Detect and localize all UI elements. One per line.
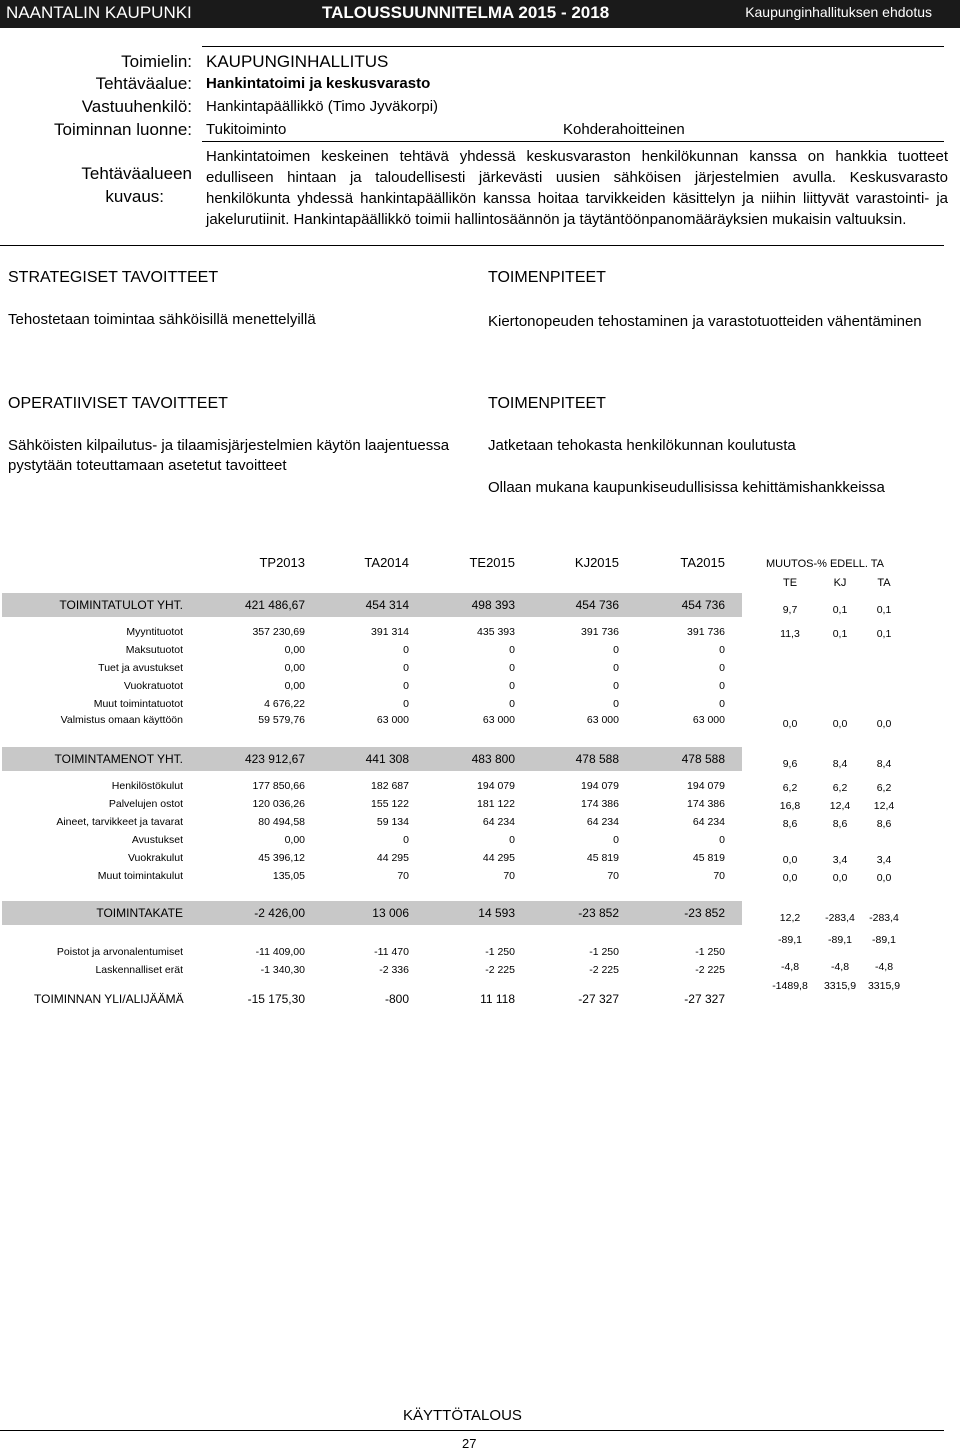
change-value: -283,4 — [869, 912, 899, 924]
row-value: 181 122 — [477, 798, 515, 810]
row-value: 63 000 — [482, 714, 515, 726]
row-value: -2 426,00 — [254, 906, 305, 920]
row-value: -1 250 — [695, 946, 725, 958]
row-value: 70 — [607, 870, 619, 882]
row-value: -11 409,00 — [255, 946, 305, 958]
row-value: 454 314 — [365, 598, 409, 612]
row-value: 174 386 — [581, 798, 619, 810]
row-value: 391 314 — [371, 626, 409, 638]
change-value: 6,2 — [782, 782, 798, 794]
luonne-value: Tukitoiminto — [206, 121, 287, 138]
change-value: 12,2 — [779, 912, 801, 924]
row-label: Poistot ja arvonalentumiset — [56, 946, 183, 958]
strategic-text: Tehostetaan toimintaa sähköisillä menettelyillä — [8, 311, 316, 328]
change-value: 0,1 — [876, 628, 892, 640]
row-label: Maksutuotot — [125, 644, 183, 656]
row-label: Muut toimintakulut — [97, 870, 183, 882]
row-value: 0 — [509, 698, 515, 710]
change-value: 0,0 — [782, 872, 798, 884]
row-label: Tuet ja avustukset — [98, 662, 183, 674]
row-value: -1 250 — [485, 946, 515, 958]
operative-measures-heading: TOIMENPITEET — [488, 395, 606, 412]
change-value: -4,8 — [874, 961, 894, 973]
strategic-measures-heading: TOIMENPITEET — [488, 269, 606, 286]
change-value: 12,4 — [829, 800, 851, 812]
row-value: 391 736 — [581, 626, 619, 638]
change-value: 3,4 — [832, 854, 848, 866]
luonne-label: Toiminnan luonne: — [54, 120, 192, 139]
row-value: 0 — [403, 680, 409, 692]
change-subheader-te: TE — [782, 577, 798, 589]
tehtavaalue-label: Tehtäväalue: — [95, 74, 192, 93]
change-value: -4,8 — [780, 961, 800, 973]
row-value: 64 234 — [692, 816, 725, 828]
row-label: Vuokrakulut — [127, 852, 183, 864]
row-value: -23 852 — [684, 906, 725, 920]
change-value: 8,4 — [876, 758, 892, 770]
change-header: MUUTOS-% EDELL. TA — [766, 558, 884, 570]
change-value: 11,3 — [780, 628, 800, 640]
row-value: -23 852 — [578, 906, 619, 920]
row-value: 44 295 — [482, 852, 515, 864]
change-value: 0,0 — [832, 718, 848, 730]
change-value: -283,4 — [825, 912, 855, 924]
row-label: Vuokratuotot — [123, 680, 183, 692]
row-value: 194 079 — [477, 780, 515, 792]
change-value: -89,1 — [872, 934, 896, 946]
row-value: 0,00 — [284, 680, 305, 692]
change-value: 6,2 — [876, 782, 892, 794]
change-value: 0,0 — [876, 872, 892, 884]
row-value: 45 819 — [692, 852, 725, 864]
footer-title: KÄYTTÖTALOUS — [403, 1407, 522, 1424]
row-value: 0 — [403, 662, 409, 674]
row-value: -11 470 — [374, 946, 409, 958]
row-value: 0 — [613, 662, 619, 674]
row-value: 454 736 — [681, 598, 725, 612]
document-title: TALOUSSUUNNITELMA 2015 - 2018 — [322, 3, 610, 22]
row-value: 391 736 — [687, 626, 725, 638]
row-value: 0 — [719, 644, 725, 656]
row-value: 483 800 — [471, 752, 515, 766]
change-value: 0,0 — [782, 854, 798, 866]
column-header-ta2014: TA2014 — [364, 555, 409, 570]
row-value: 63 000 — [376, 714, 409, 726]
row-value: 177 850,66 — [252, 780, 305, 792]
row-value: 0 — [719, 662, 725, 674]
row-value: 182 687 — [371, 780, 409, 792]
luonne-value-2: Kohderahoitteinen — [563, 121, 685, 138]
row-value: 0,00 — [284, 662, 305, 674]
change-value: 9,6 — [782, 758, 798, 770]
row-value: 0 — [403, 834, 409, 846]
row-value: 0 — [403, 698, 409, 710]
row-value: 498 393 — [471, 598, 515, 612]
row-label: Aineet, tarvikkeet ja tavarat — [56, 816, 183, 828]
row-value: 174 386 — [687, 798, 725, 810]
row-value: 80 494,58 — [258, 816, 305, 828]
row-label: Myyntituotot — [126, 626, 183, 638]
row-value: 45 396,12 — [258, 852, 305, 864]
operative-measure-1: Jatketaan tehokasta henkilökunnan koulutusta — [488, 437, 796, 454]
row-value: 421 486,67 — [244, 598, 305, 612]
change-value: 6,2 — [832, 782, 848, 794]
row-value: 0 — [719, 834, 725, 846]
change-value: 3315,9 — [823, 980, 857, 992]
row-value: 0 — [403, 644, 409, 656]
row-value: 0 — [509, 644, 515, 656]
row-label: TOIMINTAKATE — [96, 906, 183, 920]
change-value: 3,4 — [876, 854, 892, 866]
row-value: 194 079 — [687, 780, 725, 792]
page-number: 27 — [462, 1436, 477, 1451]
column-header-te2015: TE2015 — [469, 555, 515, 570]
change-value: 0,1 — [832, 604, 848, 616]
row-value: 64 234 — [586, 816, 619, 828]
change-value: 16,8 — [779, 800, 801, 812]
row-value: 441 308 — [365, 752, 409, 766]
row-value: 63 000 — [586, 714, 619, 726]
row-label: TOIMINTAMENOT YHT. — [54, 752, 183, 766]
vastuu-value: Hankintapäällikkö (Timo Jyväkorpi) — [206, 98, 439, 115]
row-value: 155 122 — [371, 798, 409, 810]
change-value: 3315,9 — [867, 980, 901, 992]
row-value: 59 134 — [376, 816, 409, 828]
row-value: 454 736 — [575, 598, 619, 612]
row-value: 135,05 — [272, 870, 305, 882]
change-value: 8,4 — [832, 758, 848, 770]
change-value: 12,4 — [873, 800, 895, 812]
change-value: 8,6 — [832, 818, 848, 830]
change-value: 0,0 — [782, 718, 798, 730]
row-label: TOIMINTATULOT YHT. — [59, 598, 183, 612]
change-value: -89,1 — [778, 934, 802, 946]
row-value: -1 250 — [589, 946, 619, 958]
row-value: 423 912,67 — [244, 752, 305, 766]
row-value: 435 393 — [477, 626, 515, 638]
change-subheader-kj: KJ — [833, 577, 847, 589]
change-value: 0,0 — [832, 872, 848, 884]
strategic-measures-text: Kiertonopeuden tehostaminen ja varastotuotteiden vähentäminen — [488, 313, 922, 330]
operative-heading: OPERATIIVISET TAVOITTEET — [8, 395, 228, 412]
change-value: 9,7 — [782, 604, 798, 616]
row-value: 357 230,69 — [252, 626, 305, 638]
row-value: 70 — [503, 870, 515, 882]
operative-measure-2: Ollaan mukana kaupunkiseudullisissa kehittämishankkeissa — [488, 479, 885, 496]
strategic-heading: STRATEGISET TAVOITTEET — [8, 269, 219, 286]
row-value: 59 579,76 — [258, 714, 305, 726]
change-value: 0,1 — [876, 604, 892, 616]
row-value: 14 593 — [478, 906, 515, 920]
column-header-tp2013: TP2013 — [259, 555, 305, 570]
change-value: -89,1 — [828, 934, 852, 946]
change-value: -4,8 — [830, 961, 850, 973]
row-label: Valmistus omaan käyttöön — [60, 714, 183, 726]
kuvaus-text: Hankintatoimen keskeinen tehtävä yhdessä keskusvaraston henkilökunnan kanssa on hankkia tuotteet edulliseen hintaan ja taloudellisesti järkevästi uusien sähköisen järjestelmien avulla. Keskusvarasto henkilökunta yhdessä hankintapäällikön kanssa hoitaa tarvikkeiden käsittelyn ja niihin liittyvät varastointi- ja jakelurutiinit. Hankintapäällikkö toimii hallintosäännön ja täytäntöönpanomääräyksien mukaisin valtuuksin. — [206, 148, 948, 228]
row-value: -2 225 — [695, 964, 725, 976]
row-value: 45 819 — [586, 852, 619, 864]
row-value: 194 079 — [581, 780, 619, 792]
row-value: 13 006 — [372, 906, 409, 920]
row-value: 0 — [613, 834, 619, 846]
row-value: 0,00 — [284, 834, 305, 846]
row-value: 0 — [509, 834, 515, 846]
row-value: 0 — [509, 662, 515, 674]
row-value: -27 327 — [684, 992, 725, 1006]
toimielin-label: Toimielin: — [121, 52, 192, 71]
row-value: 0,00 — [284, 644, 305, 656]
row-label: Muut toimintatuotot — [93, 698, 183, 710]
tehtavaalue-value: Hankintatoimi ja keskusvarasto — [206, 75, 431, 92]
kuvaus-label-2: kuvaus: — [105, 187, 164, 206]
document-status: Kaupunginhallituksen ehdotus — [745, 4, 932, 20]
row-value: 0 — [719, 698, 725, 710]
row-value: 63 000 — [692, 714, 725, 726]
row-value: -15 175,30 — [247, 992, 305, 1006]
row-value: -2 336 — [379, 964, 409, 976]
column-header-ta2015: TA2015 — [680, 555, 725, 570]
row-value: 0 — [613, 698, 619, 710]
row-value: 4 676,22 — [264, 698, 305, 710]
row-value: 120 036,26 — [252, 798, 305, 810]
row-value: 0 — [613, 644, 619, 656]
row-value: -1 340,30 — [260, 964, 305, 976]
kuvaus-label-1: Tehtäväalueen — [81, 164, 192, 183]
row-value: 64 234 — [482, 816, 515, 828]
footer-divider — [0, 1430, 944, 1431]
column-header-kj2015: KJ2015 — [574, 555, 619, 570]
change-value: 8,6 — [782, 818, 798, 830]
row-value: 0 — [613, 680, 619, 692]
change-value: 8,6 — [876, 818, 892, 830]
row-value: 0 — [509, 680, 515, 692]
vastuu-label: Vastuuhenkilö: — [81, 97, 192, 116]
row-value: -27 327 — [578, 992, 619, 1006]
row-label: Laskennalliset erät — [95, 964, 183, 976]
row-value: 11 118 — [480, 992, 515, 1006]
row-label: Avustukset — [131, 834, 183, 846]
row-value: 70 — [713, 870, 725, 882]
change-value: 0,0 — [876, 718, 892, 730]
row-label: TOIMINNAN YLI/ALIJÄÄMÄ — [34, 992, 184, 1006]
row-label: Henkilöstökulut — [111, 780, 183, 792]
row-value: -2 225 — [485, 964, 515, 976]
row-value: -2 225 — [589, 964, 619, 976]
row-value: 478 588 — [681, 752, 725, 766]
change-subheader-ta: TA — [877, 577, 891, 589]
row-value: -800 — [384, 992, 409, 1006]
row-label: Palvelujen ostot — [108, 798, 183, 810]
row-value: 70 — [397, 870, 409, 882]
row-value: 44 295 — [376, 852, 409, 864]
operative-text: Sähköisten kilpailutus- ja tilaamisjärjestelmien käytön laajentuessa pystytään toteuttamaan asetetut tavoitteet — [8, 437, 450, 474]
org-name: NAANTALIN KAUPUNKI — [6, 3, 192, 22]
row-value: 0 — [719, 680, 725, 692]
change-value: 0,1 — [832, 628, 848, 640]
toimielin-value: KAUPUNGINHALLITUS — [206, 52, 389, 71]
change-value: -1489,8 — [772, 980, 808, 992]
row-value: 478 588 — [575, 752, 619, 766]
